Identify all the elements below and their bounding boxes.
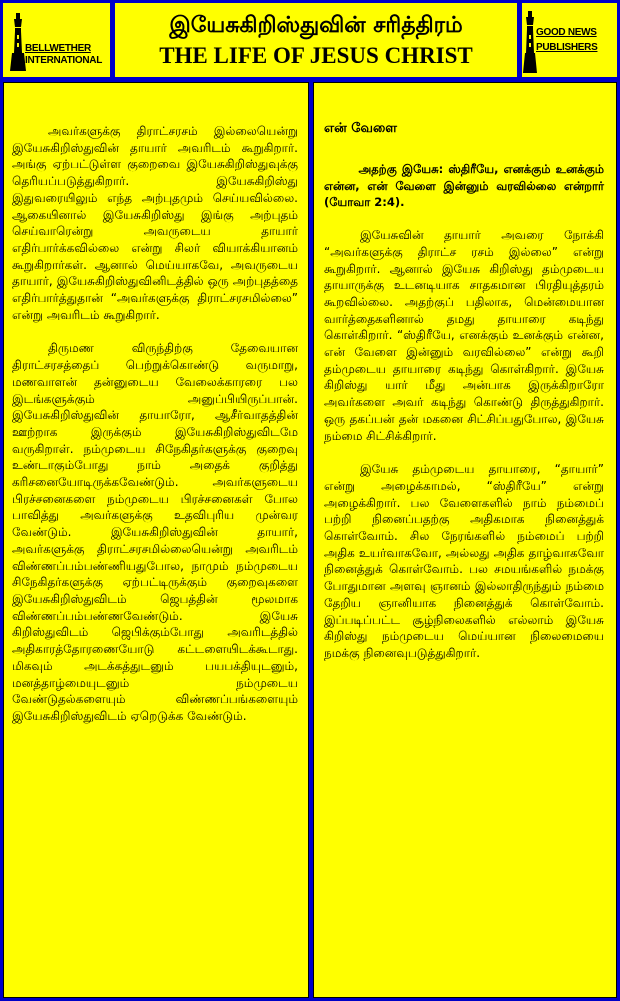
logo-line-2: PUBLISHERS: [536, 42, 598, 53]
bellwether-logo: [3, 3, 110, 77]
good-news-logo: [522, 3, 617, 77]
logo-line-1: GOOD NEWS: [536, 27, 597, 38]
logo-line-2: INTERNATIONAL: [25, 55, 103, 66]
scripture-verse: அதற்கு இயேசு: ஸ்திரீயே, எனக்கும் உனக்கும் என்ன, என் வேளை இன்னும் வரவில்லை என்றார் (யோவா 2:4).: [324, 162, 604, 210]
right-column: [313, 82, 617, 998]
paragraph: அவர்களுக்கு திராட்சரசம் இல்லையென்று இயேசுகிறிஸ்துவின் தாயார் அவரிடம் கூறுகிறார். அங்கு ஏற்பட்டுள்ள குறைவை இயேசுகிறிஸ்துவுக்கு தெரியப்படுத்துகிறார். இயேசுகிறிஸ்து இதுவரையிலும் எந்த அற்புதமும் செய்யவில்லை. ஆகையினால் இயேசுகிறிஸ்து இங்கு அற்புதம் செய்வாரென்று அவருடைய தாயார் எதிர்பார்க்கவில்லை என்று சிலர் வியாக்கியானம் கூறுகிறார்கள். ஆனால் மெய்யாகவே, அவருடைய தாயார், இயேசுகிறிஸ்துவினிடத்தில் ஒரு அற்புதத்தை எதிர்பார்த்துதான் “அவர்களுக்கு திராட்சரசமில்லை” என்று அவரிடம் கூறுகிறார்.: [12, 124, 298, 322]
paragraph: இயேசுவின் தாயார் அவரை நோக்கி “அவர்களுக்கு திராட்ச ரசம் இல்லை” என்று கூறுகிறார். ஆனால் இயேசு கிறிஸ்து தம்முடைய தாயாருக்கு உடனடியாக சாதகமான பிரதியுத்தரம் கூறவில்லை. அதற்குப் பதிலாக, மென்மையான வார்த்தைகளினால் தமது தாயாரை கடிந்து கொள்கிறார். “ஸ்திரீயே, எனக்கும் உனக்கும் என்ன, என் வேளை இன்னும் வரவில்லை” என்று கூறி தம்முடைய தாயாரை கடிந்து கொள்கிறார். இயேசு கிறிஸ்து யார் மீது அன்பாக இருக்கிறாரோ அவர்களை அவர் கடிந்து கொண்டு திருத்துகிறார். ஒரு தகப்பன் தன் மகனை சிட்சிப்பதுபோல, இயேசு நம்மை சிட்சிக்கிறார்.: [324, 228, 604, 443]
paragraph: திருமண விருந்திற்கு தேவையான திராட்சரசத்தைப் பெற்றுக்கொண்டு வருமாறு, மணவாளன் தன்னுடைய வேலைக்காரரை பல இடங்களுக்கும் அனுப்பியிருப்பான். இயேசுகிறிஸ்துவின் தாயாரோ, ஆசீர்வாதத்தின் ஊற்றாக இருக்கும் இயேசுகிறிஸ்துவிடமே வருகிறாள். நம்முடைய சிநேகிதர்களுக்கு குறைவு உண்டாகும்போது நாம் அதைக் குறித்து கரிசனையோடிருக்கவேண்டும். அவர்களுடைய பிரச்சனைகளை நம்முடைய பிரச்சனைகள் போல பாவித்து அவர்களுக்கு உதவிபுரிய முன்வர வேண்டும். இயேசுகிறிஸ்துவின் தாயார், அவர்களுக்கு திராட்சரசமில்லையென்று அவரிடம் விண்ணப்பம்பண்ணியதுபோல, நாமும் நம்முடைய சிநேகிதர்களுக்கு ஏற்பட்டிருக்கும் குறைவுகளை இயேசுகிறிஸ்துவிடம் ஜெபத்தின் மூலமாக விண்ணப்பம்பண்ணவேண்டும். இயேசு கிறிஸ்துவிடம் ஜெபிக்கும்போது அவரிடத்தில் அதிகாரத்தோரணையோடு கட்டளையிடக்கூடாது. மிகவும் அடக்கத்துடனும் பயபக்தியுடனும், மனத்தாழ்மையுடனும் நம்முடைய வேண்டுதல்களையும் விண்ணப்பங்களையும் இயேசுகிறிஸ்துவிடம் ஏறெடுக்க வேண்டும்.: [12, 341, 298, 723]
logo-line-1: BELLWETHER: [25, 43, 91, 54]
page-title-english: THE LIFE OF JESUS CHRIST: [159, 43, 473, 68]
tower-icon: [523, 11, 537, 73]
left-column: [3, 82, 309, 998]
title-banner: [115, 3, 517, 77]
page-title-tamil: இயேசுகிறிஸ்துவின் சரித்திரம்: [169, 13, 463, 38]
paragraph: இயேசு தம்முடைய தாயாரை, “தாயார்” என்று அழைக்காமல், “ஸ்திரீயே” என்று அழைக்கிறார். பல வேளைகளில் நாம் நம்மைப் பற்றி நினைப்பதற்கு அதிகமாக நினைத்துக் கொள்வோம். சில நேரங்களில் நம்மைப் பற்றி அதிக உயர்வாகவோ, அல்லது அதிக தாழ்வாகவோ நினைத்துக் கொள்வோம். பல சமயங்களில் நமக்கு போதுமான அளவு ஞானம் இல்லாதிருந்தும் நம்மை தேறிய ஞானியாக நினைத்துக் கொள்வோம். இப்படிப்பட்ட சூழ்நிலைகளில் எல்லாம் இயேசு கிறிஸ்து நம்முடைய மெய்யான நிலைமையை நமக்கு நினைவுபடுத்துகிறார்.: [324, 462, 604, 660]
section-heading: என் வேளை: [324, 121, 397, 136]
